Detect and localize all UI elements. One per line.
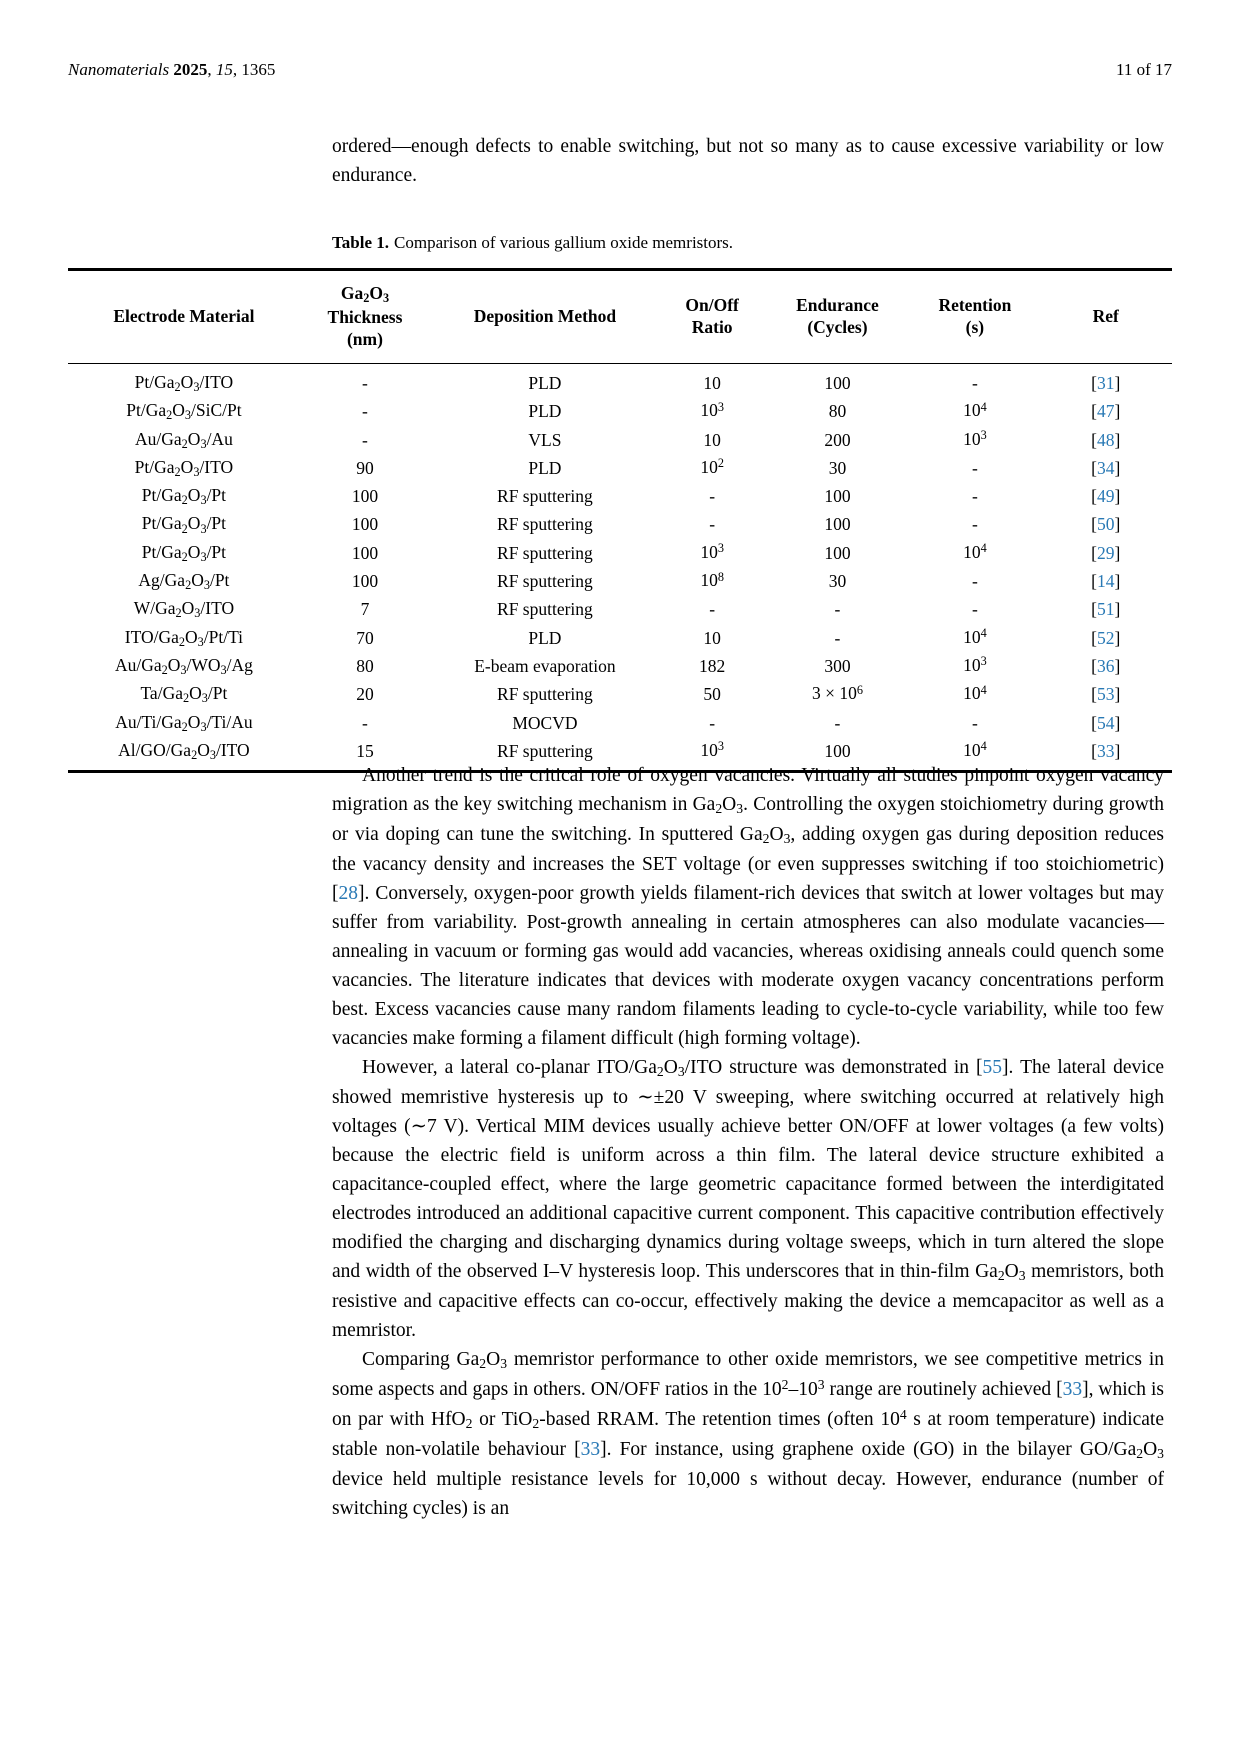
endurance-cell: 100 bbox=[824, 740, 851, 761]
retention-cell: $10^4$ bbox=[963, 626, 987, 647]
thickness-cell: - bbox=[362, 373, 368, 393]
onoff-cell: - bbox=[709, 712, 716, 733]
page-header bbox=[68, 60, 1172, 80]
table-caption bbox=[332, 233, 1164, 253]
ref-cell: [51] bbox=[1091, 599, 1121, 620]
reference-link[interactable]: 33 bbox=[1096, 740, 1115, 761]
retention-cell: - bbox=[971, 514, 978, 535]
table-row bbox=[68, 680, 1172, 708]
method-cell: RF sputtering bbox=[497, 599, 593, 620]
reference-link[interactable]: 36 bbox=[1096, 655, 1115, 676]
electrode-cell: $Au/Ga_2O_3/Au$ bbox=[135, 428, 233, 451]
endurance-cell: 100 bbox=[824, 486, 851, 507]
onoff-cell: - bbox=[709, 599, 716, 620]
electrode-cell: $Pt/Ga_2O_3$/ITO bbox=[134, 372, 234, 395]
table-row bbox=[68, 624, 1172, 652]
body-paragraph: Another trend is the critical role of oxygen vacancies. Virtually all studies pinpoint oxygen vacancy migration as the key switching mechanism in $Ga_2O_3$. Controlling the oxygen stoichiometry during growth or via doping can tune the switching. In sputtered $Ga_2O_3$, adding oxygen gas during deposition reduces the vacancy density and increases the SET voltage (or even suppresses switching if too stoichiometric) [28]. Conversely, oxygen-poor growth yields filament-rich devices that switch at lower voltages but may suffer from variability. Post-growth annealing in certain atmospheres can also modulate vacancies—annealing in vacuum or forming gas would add vacancies, whereas oxidising anneals could quench some vacancies. The literature indicates that devices with moderate oxygen vacancy concentrations perform best. Excess vacancies cause many random filaments leading to cycle-to-cycle variability, while too few vacancies make forming a filament difficult (high forming voltage). bbox=[332, 765, 1164, 1049]
reference-link[interactable]: 34 bbox=[1096, 457, 1115, 478]
thickness-cell: - bbox=[362, 401, 368, 422]
electrode-cell: $Ag/Ga_2O_3/Pt$ bbox=[138, 570, 230, 593]
reference-link[interactable]: 14 bbox=[1096, 571, 1115, 592]
onoff-cell: $10^8$ bbox=[700, 569, 724, 591]
method-cell: RF sputtering bbox=[497, 514, 593, 535]
endurance-cell: - bbox=[834, 599, 841, 620]
thickness-cell: 100 bbox=[351, 542, 379, 563]
onoff-cell: 50 bbox=[703, 684, 721, 705]
method-cell: RF sputtering bbox=[497, 542, 593, 563]
retention-cell: - bbox=[971, 599, 978, 620]
onoff-cell: $10^3$ bbox=[700, 739, 724, 760]
table-row bbox=[68, 709, 1172, 737]
electrode-cell: $Ta/Ga_2O_3/Pt$ bbox=[140, 683, 228, 706]
endurance-cell: 80 bbox=[828, 401, 847, 422]
ref-cell: [52] bbox=[1091, 627, 1121, 648]
journal-reference-segment: 2025 bbox=[173, 60, 208, 79]
body-text bbox=[332, 761, 1164, 1523]
electrode-cell: $Pt/Ga_2O_3/Pt$ bbox=[141, 513, 227, 536]
endurance-cell: 100 bbox=[824, 373, 851, 393]
method-cell: PLD bbox=[528, 401, 562, 422]
retention-cell: - bbox=[971, 457, 978, 478]
ref-cell: [50] bbox=[1091, 514, 1121, 535]
ref-cell: [33] bbox=[1091, 740, 1121, 761]
onoff-cell: 10 bbox=[703, 373, 721, 393]
thickness-cell: 100 bbox=[351, 486, 379, 507]
method-cell: RF sputtering bbox=[497, 571, 593, 592]
method-cell: PLD bbox=[528, 457, 562, 478]
table-header-row bbox=[68, 270, 1172, 364]
ref-cell: [29] bbox=[1091, 542, 1121, 563]
onoff-cell: $10^3$ bbox=[700, 399, 724, 421]
endurance-cell: 100 bbox=[824, 542, 851, 563]
ref-cell: [48] bbox=[1091, 429, 1121, 450]
retention-cell: - bbox=[971, 373, 978, 393]
endurance-cell: 300 bbox=[824, 655, 851, 676]
retention-cell: - bbox=[971, 712, 978, 733]
retention-cell: - bbox=[971, 571, 978, 592]
body-paragraph: Comparing $Ga_2O_3$ memristor performance to other oxide memristors, we see competitive metrics in some aspects and gaps in others. ON/OFF ratios in the $10^2-10^3$ range are routinely achieved [33], which is on par with HfO$_2$ or TiO$_2$-based RRAM. The retention times (often $10^4$ s at room temperature) indicate stable non-volatile behaviour [33]. For instance, using graphene oxide (GO) in the bilayer $GO/Ga_2O_3$ device held multiple resistance levels for 10,000 s without decay. However, endurance (number of switching cycles) is an bbox=[332, 1349, 1165, 1519]
retention-cell: - bbox=[971, 486, 978, 507]
ref-cell: [14] bbox=[1091, 571, 1121, 592]
thickness-cell: 80 bbox=[356, 655, 374, 676]
intro-paragraph: ordered—enough defects to enable switching, but not so many as to cause excessive variability or low endurance. bbox=[332, 136, 1164, 186]
ref-cell: [49] bbox=[1091, 486, 1121, 507]
endurance-cell: 200 bbox=[824, 429, 851, 450]
table-row bbox=[68, 595, 1172, 623]
onoff-cell: 10 bbox=[703, 627, 721, 648]
method-cell: E-beam evaporation bbox=[474, 655, 616, 676]
journal-reference-segment: , bbox=[207, 60, 216, 79]
electrode-cell: $Au/Ga_2O_3/WO_3/Ag$ bbox=[114, 654, 253, 678]
electrode-cell: $Pt/Ga_2O_3$/ITO bbox=[134, 456, 234, 479]
ref-cell: [47] bbox=[1091, 401, 1121, 422]
onoff-cell: - bbox=[709, 486, 716, 507]
electrode-cell: $Al/GO/Ga_2O_3$/ITO bbox=[118, 739, 250, 762]
method-cell: RF sputtering bbox=[497, 740, 593, 761]
col-retention: Retention (s) bbox=[910, 270, 1039, 364]
citation-link[interactable]: 55 bbox=[982, 1057, 1003, 1078]
table-caption-text: Comparison of various gallium oxide memristors. bbox=[394, 233, 734, 252]
method-cell: MOCVD bbox=[512, 712, 578, 733]
retention-cell: $10^3$ bbox=[963, 428, 987, 449]
reference-link[interactable]: 51 bbox=[1096, 599, 1115, 620]
method-cell: VLS bbox=[528, 429, 562, 450]
reference-link[interactable]: 53 bbox=[1096, 684, 1115, 705]
ref-cell: [54] bbox=[1091, 712, 1121, 733]
page-number: 11 of 17 bbox=[1115, 60, 1172, 79]
journal-reference-segment: , 1365 bbox=[232, 60, 276, 79]
body-paragraph: However, a lateral co-planar ITO/$Ga_2O_3$/ITO structure was demonstrated in [55]. The lateral device showed memristive hysteresis up to ∼±20 V sweeping, where switching occurred at relatively high voltages (∼7 V). Vertical MIM devices usually achieve better ON/OFF at lower voltages (a few volts) because the electric field is uniform across a thin film. The lateral device structure exhibited a capacitance-coupled effect, where the large geometric capacitance formed between the interdigitated electrodes introduced an additional capacitive current component. This capacitive contribution effectively modified the charging and discharging dynamics during voltage sweeps, which in turn altered the slope and width of the observed I–V hysteresis loop. This underscores that in thin-film $Ga_2O_3$ memristors, both resistive and capacitive effects can co-occur, effectively making the device a memcapacitor as well as a memristor. bbox=[332, 1057, 1165, 1341]
reference-link[interactable]: 49 bbox=[1096, 486, 1115, 507]
thickness-cell: - bbox=[362, 429, 368, 450]
citation-link[interactable]: 33 bbox=[580, 1439, 601, 1460]
retention-cell: $10^4$ bbox=[963, 739, 987, 760]
table-row bbox=[68, 397, 1172, 425]
method-cell: PLD bbox=[528, 373, 562, 393]
thickness-cell: 70 bbox=[356, 627, 374, 648]
endurance-cell: $3 \times 10^6$ bbox=[811, 682, 863, 704]
ref-cell: [53] bbox=[1091, 684, 1121, 705]
endurance-cell: - bbox=[834, 712, 841, 733]
electrode-cell: $Pt/Ga_2O_3/Pt$ bbox=[141, 541, 227, 564]
onoff-cell: - bbox=[709, 514, 716, 535]
endurance-cell: 100 bbox=[824, 514, 851, 535]
journal-reference-segment: 15 bbox=[215, 60, 233, 79]
journal-reference-segment: Nanomaterials bbox=[68, 60, 174, 79]
col-thickness: $Ga_2O_3$ Thickness (nm) bbox=[300, 270, 430, 364]
table-row bbox=[68, 426, 1172, 454]
onoff-cell: 182 bbox=[699, 655, 726, 676]
table-row bbox=[68, 567, 1172, 595]
thickness-cell: - bbox=[362, 712, 368, 733]
method-cell: RF sputtering bbox=[497, 486, 593, 507]
ref-cell: [34] bbox=[1091, 457, 1121, 478]
endurance-cell: 30 bbox=[828, 571, 847, 592]
retention-cell: $10^3$ bbox=[963, 654, 987, 675]
table-row bbox=[68, 652, 1172, 680]
thickness-cell: 100 bbox=[351, 571, 379, 592]
table-row bbox=[68, 454, 1172, 482]
citation-link[interactable]: 28 bbox=[338, 883, 358, 904]
reference-link[interactable]: 52 bbox=[1096, 627, 1115, 648]
reference-link[interactable]: 50 bbox=[1096, 514, 1115, 535]
col-ref: Ref bbox=[1039, 270, 1172, 364]
col-endurance: Endurance (Cycles) bbox=[765, 270, 911, 364]
retention-cell: $10^4$ bbox=[963, 399, 987, 421]
thickness-cell: 7 bbox=[360, 599, 370, 620]
retention-cell: $10^4$ bbox=[963, 541, 987, 562]
reference-link[interactable]: 48 bbox=[1096, 429, 1115, 450]
comparison-table bbox=[68, 268, 1172, 773]
ref-cell: [36] bbox=[1091, 655, 1121, 676]
journal-reference bbox=[68, 60, 275, 80]
table-row bbox=[68, 539, 1172, 567]
electrode-cell: $Au/Ti/Ga_2O_3/Ti/Au$ bbox=[115, 711, 253, 734]
reference-link[interactable]: 31 bbox=[1096, 373, 1115, 393]
endurance-cell: 30 bbox=[828, 457, 847, 478]
ref-cell: [31] bbox=[1091, 373, 1121, 393]
electrode-cell: $W/Ga_2O_3$/ITO bbox=[133, 598, 235, 621]
col-onoff-ratio: On/Off Ratio bbox=[660, 270, 765, 364]
thickness-cell: 100 bbox=[351, 514, 379, 535]
reference-link[interactable]: 54 bbox=[1096, 712, 1115, 733]
onoff-cell: $10^3$ bbox=[700, 541, 724, 562]
reference-link[interactable]: 29 bbox=[1096, 542, 1115, 563]
col-electrode-material: Electrode Material bbox=[68, 270, 300, 364]
electrode-cell: $Pt/Ga_2O_3/SiC/Pt$ bbox=[126, 400, 242, 423]
endurance-cell: - bbox=[834, 627, 841, 648]
citation-link[interactable]: 33 bbox=[1062, 1379, 1083, 1400]
onoff-cell: 10 bbox=[703, 429, 721, 450]
table-caption-label: Table 1. bbox=[332, 233, 390, 252]
electrode-cell: $Pt/Ga_2O_3/Pt$ bbox=[141, 485, 227, 508]
retention-cell: $10^4$ bbox=[963, 682, 987, 704]
table-row bbox=[68, 510, 1172, 538]
electrode-cell: ITO/$Ga_2O_3/Pt/Ti$ bbox=[124, 626, 244, 649]
reference-link[interactable]: 47 bbox=[1096, 401, 1115, 422]
thickness-cell: 20 bbox=[356, 684, 374, 705]
table-body bbox=[68, 364, 1172, 772]
onoff-cell: $10^2$ bbox=[700, 456, 724, 477]
method-cell: RF sputtering bbox=[497, 684, 593, 705]
col-deposition-method: Deposition Method bbox=[430, 270, 660, 364]
method-cell: PLD bbox=[528, 627, 562, 648]
thickness-cell: 90 bbox=[356, 457, 374, 478]
table-row bbox=[68, 482, 1172, 510]
table-row bbox=[68, 364, 1172, 398]
thickness-cell: 15 bbox=[356, 740, 374, 761]
